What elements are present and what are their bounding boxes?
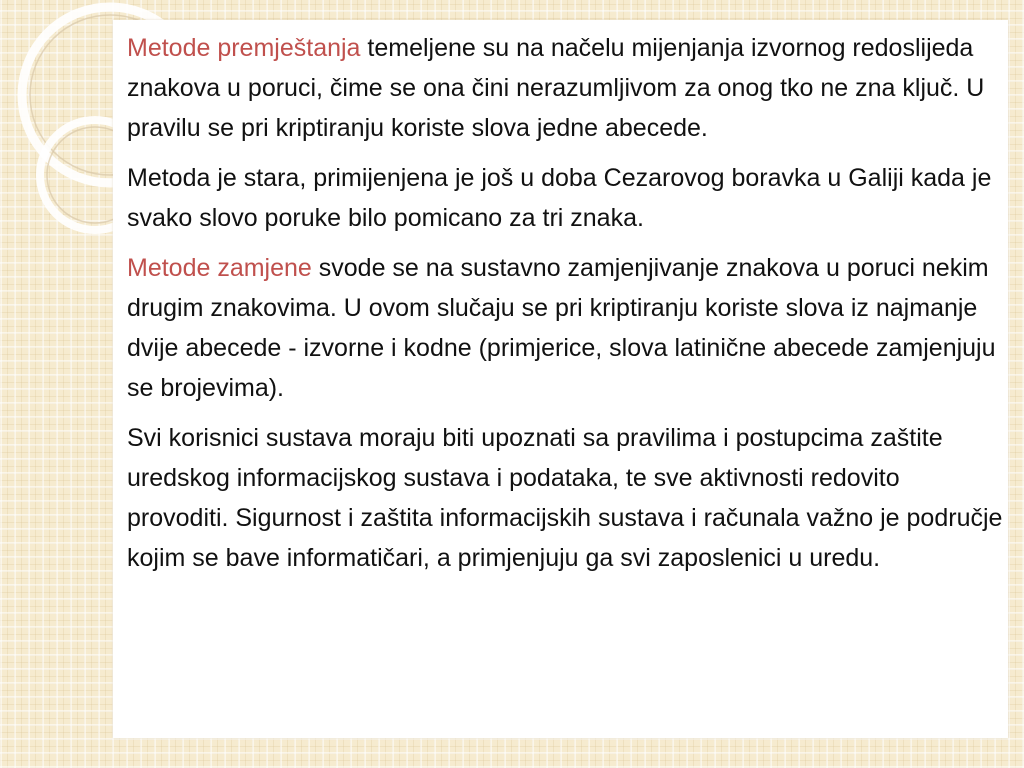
highlight-transposition-methods: Metode premještanja: [127, 34, 361, 62]
paragraph-text: temeljene su na načelu mijenjanja izvornog redoslijeda znakova u poruci, čime se ona čini nerazumljivom za onog tko ne zna ključ. U pravilu se pri kriptiranju koriste slova jedne abecede.: [127, 34, 985, 142]
paragraph-text: svode se na sustavno zamjenjivanje znakova u poruci nekim drugim znakovima. U ovom slučaju se pri kriptiranju koriste slova iz najmanje dvije abecede - izvorne i kodne (primjerice, slova latinične abecede zamjenjuju se brojevima).: [127, 254, 996, 402]
content-panel: [113, 20, 1008, 738]
highlight-substitution-methods: Metode zamjene: [127, 254, 312, 282]
paragraph-text: Svi korisnici sustava moraju biti upoznati sa pravilima i postupcima zaštite uredskog informacijskog sustava i podataka, te sve aktivnosti redovito provoditi. Sigurnost i zaštita informacijskih sustava i računala važno je područje kojim se bave informatičari, a primjenjuju ga svi zaposlenici u uredu.: [127, 424, 1003, 572]
paragraph-security: [127, 418, 1003, 578]
paragraph-substitution: [127, 248, 1003, 408]
paragraph-transposition: [127, 28, 1003, 148]
paragraph-caesar: [127, 158, 1003, 238]
text-body: [127, 28, 1003, 588]
paragraph-text: Metoda je stara, primijenjena je još u doba Cezarovog boravka u Galiji kada je svako slovo poruke bilo pomicano za tri znaka.: [127, 164, 992, 232]
